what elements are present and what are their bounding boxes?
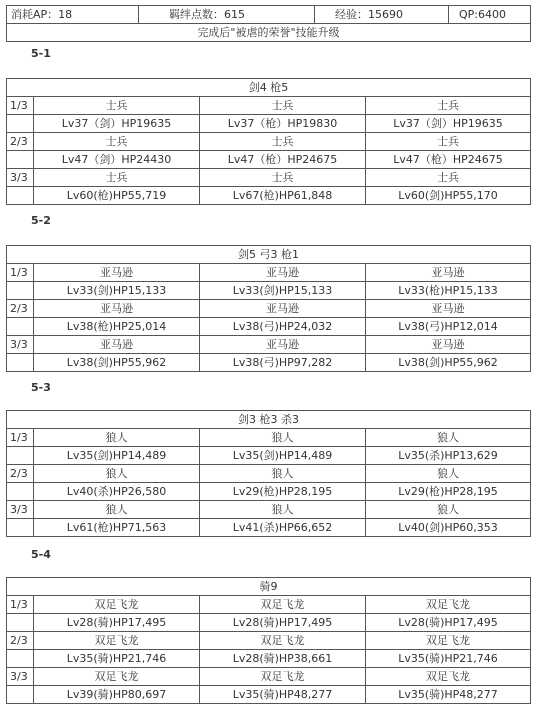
wave-stats-row bbox=[7, 686, 531, 704]
enemy-stats: Lv61(枪)HP71,563 bbox=[34, 519, 200, 537]
wave-blank-cell bbox=[7, 650, 34, 668]
enemy-stats: Lv33(剑)HP15,133 bbox=[200, 282, 366, 300]
ap-cost: 消耗AP：18 bbox=[7, 6, 139, 24]
enemy-name: 狼人 bbox=[200, 429, 366, 447]
enemy-stats: Lv38(枪)HP25,014 bbox=[34, 318, 200, 336]
enemy-name: 士兵 bbox=[34, 169, 200, 187]
wave-name-row bbox=[7, 465, 531, 483]
enemy-name: 狼人 bbox=[34, 429, 200, 447]
enemy-stats: Lv60(剑)HP55,170 bbox=[366, 187, 531, 205]
enemy-stats: Lv38(剑)HP55,962 bbox=[366, 354, 531, 372]
wave-name-row bbox=[7, 133, 531, 151]
wave-name-row bbox=[7, 501, 531, 519]
enemy-stats: Lv40(剑)HP60,353 bbox=[366, 519, 531, 537]
enemy-name: 双足飞龙 bbox=[34, 632, 200, 650]
enemy-name: 双足飞龙 bbox=[200, 668, 366, 686]
wave-number: 3/3 bbox=[7, 169, 34, 187]
enemy-stats: Lv67(枪)HP61,848 bbox=[200, 187, 366, 205]
wave-name-row bbox=[7, 596, 531, 614]
wave-blank-cell bbox=[7, 519, 34, 537]
enemy-name: 双足飞龙 bbox=[34, 668, 200, 686]
enemy-table-5-1 bbox=[6, 78, 531, 205]
wave-blank-cell bbox=[7, 151, 34, 169]
wave-name-row bbox=[7, 169, 531, 187]
enemy-stats: Lv47（剑）HP24430 bbox=[34, 151, 200, 169]
enemy-stats: Lv33(枪)HP15,133 bbox=[366, 282, 531, 300]
wave-stats-row bbox=[7, 447, 531, 465]
quest-summary-table bbox=[6, 5, 531, 42]
wave-blank-cell bbox=[7, 686, 34, 704]
wave-blank-cell bbox=[7, 187, 34, 205]
section-label-5-4: 5-4 bbox=[31, 548, 51, 561]
wave-blank-cell bbox=[7, 282, 34, 300]
wave-name-row bbox=[7, 264, 531, 282]
wave-number: 3/3 bbox=[7, 501, 34, 519]
enemy-stats: Lv39(骑)HP80,697 bbox=[34, 686, 200, 704]
enemy-name: 士兵 bbox=[366, 169, 531, 187]
enemy-table-5-2 bbox=[6, 245, 531, 372]
enemy-name: 狼人 bbox=[34, 501, 200, 519]
wave-name-row bbox=[7, 429, 531, 447]
wave-number: 1/3 bbox=[7, 97, 34, 115]
enemy-stats: Lv28(骑)HP17,495 bbox=[200, 614, 366, 632]
enemy-name: 士兵 bbox=[34, 133, 200, 151]
wave-name-row bbox=[7, 300, 531, 318]
enemy-name: 狼人 bbox=[200, 465, 366, 483]
enemy-composition: 剑5 弓3 枪1 bbox=[7, 246, 531, 264]
enemy-stats: Lv60(枪)HP55,719 bbox=[34, 187, 200, 205]
wave-number: 2/3 bbox=[7, 465, 34, 483]
enemy-name: 狼人 bbox=[200, 501, 366, 519]
wave-blank-cell bbox=[7, 447, 34, 465]
enemy-stats: Lv38(剑)HP55,962 bbox=[34, 354, 200, 372]
section-label-5-3: 5-3 bbox=[31, 381, 51, 394]
wave-number: 1/3 bbox=[7, 429, 34, 447]
enemy-stats: Lv35(骑)HP21,746 bbox=[366, 650, 531, 668]
enemy-name: 亚马逊 bbox=[34, 336, 200, 354]
enemy-name: 士兵 bbox=[200, 169, 366, 187]
wave-blank-cell bbox=[7, 354, 34, 372]
wave-name-row bbox=[7, 632, 531, 650]
quest-note-row bbox=[7, 24, 531, 42]
wave-stats-row bbox=[7, 483, 531, 501]
enemy-name: 士兵 bbox=[366, 97, 531, 115]
enemy-stats: Lv40(杀)HP26,580 bbox=[34, 483, 200, 501]
enemy-stats: Lv35(剑)HP14,489 bbox=[34, 447, 200, 465]
enemy-name: 亚马逊 bbox=[34, 264, 200, 282]
enemy-name: 狼人 bbox=[366, 465, 531, 483]
enemy-name: 亚马逊 bbox=[366, 300, 531, 318]
enemy-name: 士兵 bbox=[34, 97, 200, 115]
enemy-name: 双足飞龙 bbox=[200, 632, 366, 650]
wave-stats-row bbox=[7, 151, 531, 169]
enemy-table-5-3 bbox=[6, 410, 531, 537]
enemy-stats: Lv41(杀)HP66,652 bbox=[200, 519, 366, 537]
enemy-name: 亚马逊 bbox=[34, 300, 200, 318]
enemy-stats: Lv29(枪)HP28,195 bbox=[366, 483, 531, 501]
wave-stats-row bbox=[7, 187, 531, 205]
quest-summary-row bbox=[7, 6, 531, 24]
enemy-stats: Lv28(骑)HP17,495 bbox=[34, 614, 200, 632]
enemy-composition-row bbox=[7, 246, 531, 264]
wave-stats-row bbox=[7, 318, 531, 336]
enemy-name: 亚马逊 bbox=[200, 336, 366, 354]
enemy-stats: Lv37（剑）HP19635 bbox=[34, 115, 200, 133]
enemy-name: 亚马逊 bbox=[366, 264, 531, 282]
wave-number: 1/3 bbox=[7, 264, 34, 282]
enemy-name: 亚马逊 bbox=[200, 264, 366, 282]
qp-reward: QP:6400 bbox=[449, 6, 531, 24]
wave-blank-cell bbox=[7, 483, 34, 501]
enemy-name: 双足飞龙 bbox=[34, 596, 200, 614]
exp-reward: 经验：15690 bbox=[315, 6, 449, 24]
enemy-stats: Lv37（枪）HP19830 bbox=[200, 115, 366, 133]
wave-stats-row bbox=[7, 282, 531, 300]
enemy-name: 双足飞龙 bbox=[366, 668, 531, 686]
wave-stats-row bbox=[7, 115, 531, 133]
section-label-5-1: 5-1 bbox=[31, 47, 51, 60]
enemy-composition-row bbox=[7, 79, 531, 97]
wave-stats-row bbox=[7, 354, 531, 372]
enemy-stats: Lv38(弓)HP12,014 bbox=[366, 318, 531, 336]
wave-name-row bbox=[7, 668, 531, 686]
wave-stats-row bbox=[7, 519, 531, 537]
enemy-stats: Lv35(骑)HP48,277 bbox=[366, 686, 531, 704]
enemy-composition: 骑9 bbox=[7, 578, 531, 596]
wave-stats-row bbox=[7, 650, 531, 668]
enemy-composition-row bbox=[7, 578, 531, 596]
enemy-table-5-4 bbox=[6, 577, 531, 704]
enemy-stats: Lv35(骑)HP48,277 bbox=[200, 686, 366, 704]
enemy-stats: Lv35(剑)HP14,489 bbox=[200, 447, 366, 465]
wave-name-row bbox=[7, 336, 531, 354]
enemy-name: 亚马逊 bbox=[200, 300, 366, 318]
enemy-name: 士兵 bbox=[200, 133, 366, 151]
enemy-name: 亚马逊 bbox=[366, 336, 531, 354]
enemy-stats: Lv47（枪）HP24675 bbox=[200, 151, 366, 169]
enemy-name: 双足飞龙 bbox=[200, 596, 366, 614]
enemy-name: 双足飞龙 bbox=[366, 632, 531, 650]
enemy-name: 双足飞龙 bbox=[366, 596, 531, 614]
wave-number: 3/3 bbox=[7, 668, 34, 686]
enemy-stats: Lv29(枪)HP28,195 bbox=[200, 483, 366, 501]
enemy-name: 狼人 bbox=[34, 465, 200, 483]
bond-points: 羁绊点数：615 bbox=[139, 6, 315, 24]
enemy-composition-row bbox=[7, 411, 531, 429]
wave-stats-row bbox=[7, 614, 531, 632]
enemy-stats: Lv47（枪）HP24675 bbox=[366, 151, 531, 169]
wave-blank-cell bbox=[7, 318, 34, 336]
wave-number: 1/3 bbox=[7, 596, 34, 614]
wave-number: 2/3 bbox=[7, 133, 34, 151]
enemy-stats: Lv35(骑)HP21,746 bbox=[34, 650, 200, 668]
enemy-stats: Lv38(弓)HP24,032 bbox=[200, 318, 366, 336]
enemy-composition: 剑3 枪3 杀3 bbox=[7, 411, 531, 429]
enemy-stats: Lv38(弓)HP97,282 bbox=[200, 354, 366, 372]
enemy-name: 狼人 bbox=[366, 429, 531, 447]
enemy-stats: Lv37（剑）HP19635 bbox=[366, 115, 531, 133]
enemy-name: 士兵 bbox=[200, 97, 366, 115]
enemy-name: 狼人 bbox=[366, 501, 531, 519]
wave-blank-cell bbox=[7, 614, 34, 632]
skill-upgrade-note: 完成后"被虐的荣誉"技能升级 bbox=[7, 24, 531, 42]
wave-number: 2/3 bbox=[7, 300, 34, 318]
enemy-composition: 剑4 枪5 bbox=[7, 79, 531, 97]
enemy-stats: Lv33(剑)HP15,133 bbox=[34, 282, 200, 300]
wave-name-row bbox=[7, 97, 531, 115]
enemy-stats: Lv28(骑)HP17,495 bbox=[366, 614, 531, 632]
enemy-stats: Lv28(骑)HP38,661 bbox=[200, 650, 366, 668]
enemy-name: 士兵 bbox=[366, 133, 531, 151]
section-label-5-2: 5-2 bbox=[31, 214, 51, 227]
wave-blank-cell bbox=[7, 115, 34, 133]
wave-number: 3/3 bbox=[7, 336, 34, 354]
enemy-stats: Lv35(杀)HP13,629 bbox=[366, 447, 531, 465]
wave-number: 2/3 bbox=[7, 632, 34, 650]
